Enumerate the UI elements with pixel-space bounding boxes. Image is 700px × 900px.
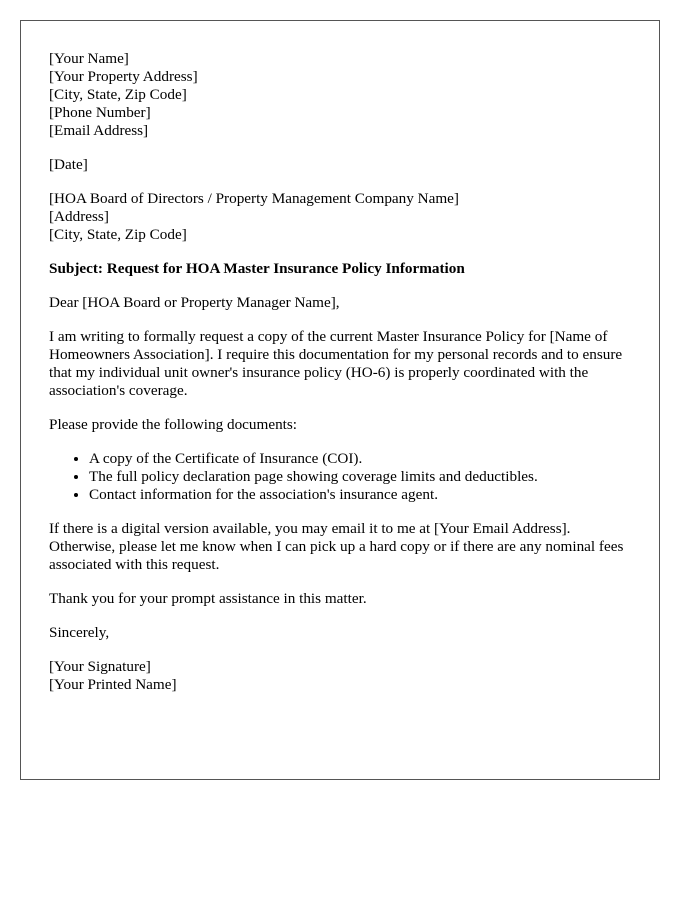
document-request-list	[49, 450, 631, 504]
letter-page	[20, 20, 660, 780]
signature-line: [Your Signature]	[49, 658, 151, 675]
body-paragraph-3: Thank you for your prompt assistance in this matter.	[49, 590, 367, 607]
sender-phone: [Phone Number]	[49, 104, 151, 121]
sender-email: [Email Address]	[49, 122, 149, 139]
list-item: • A copy of the Certificate of Insurance (COI).	[89, 450, 631, 468]
body-paragraph-2: If there is a digital version available, you may email it to me at [Your Email Address]. Otherwise, please let me know when I can pick up a hard copy or if there are any nominal fees associated with this request.	[49, 520, 624, 573]
sender-name: [Your Name]	[49, 50, 129, 67]
list-intro: Please provide the following documents:	[49, 416, 298, 433]
sender-block	[49, 50, 631, 140]
recipient-city-state-zip: [City, State, Zip Code]	[49, 226, 187, 243]
list-item: • The full policy declaration page showing coverage limits and deductibles.	[89, 468, 631, 486]
signature-block	[49, 658, 631, 694]
recipient-address: [Address]	[49, 208, 109, 225]
subject-line: Subject: Request for HOA Master Insurance Policy Information	[49, 260, 465, 277]
sender-address: [Your Property Address]	[49, 68, 198, 85]
recipient-name: [HOA Board of Directors / Property Management Company Name]	[49, 190, 459, 207]
sender-city-state-zip: [City, State, Zip Code]	[49, 86, 187, 103]
letter-date: [Date]	[49, 156, 88, 173]
printed-name: [Your Printed Name]	[49, 676, 177, 693]
body-paragraph-1: I am writing to formally request a copy of the current Master Insurance Policy for [Name of Homeowners Association]. I require this documentation for my personal records and to ensure that my individual unit owner's insurance policy (HO-6) is properly coordinated with the association's coverage.	[49, 328, 623, 399]
salutation: Dear [HOA Board or Property Manager Name],	[49, 294, 340, 311]
closing: Sincerely,	[49, 624, 110, 641]
list-item: • Contact information for the association's insurance agent.	[89, 486, 631, 504]
recipient-block	[49, 190, 631, 244]
